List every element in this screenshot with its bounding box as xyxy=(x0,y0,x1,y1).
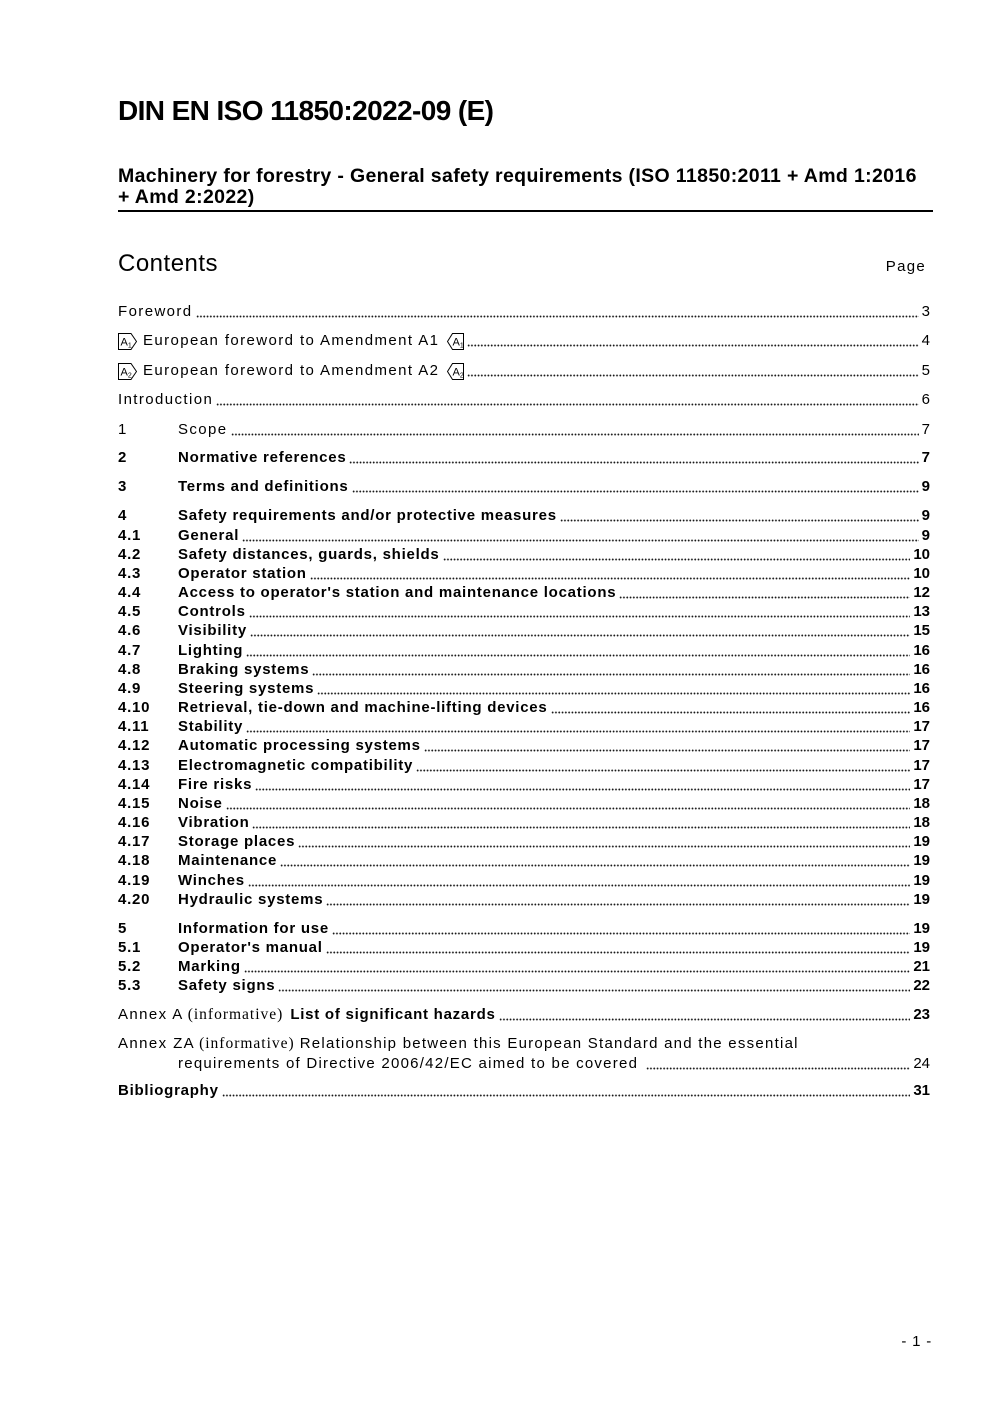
toc-entry-number: 4.19 xyxy=(118,872,151,889)
dot-leader xyxy=(250,634,910,637)
toc-entry-title: Automatic processing systems xyxy=(178,737,421,754)
toc-entry-page: 16 xyxy=(913,680,930,697)
toc-entry-number: 5.1 xyxy=(118,939,142,956)
toc-entry-title: Relationship between this European Standard and the essential xyxy=(299,1035,799,1052)
toc-entry-title: General xyxy=(178,527,240,544)
toc-entry-page: 18 xyxy=(913,795,930,812)
toc-entry-4-10[interactable] xyxy=(118,699,930,717)
toc-entry-number: 4.16 xyxy=(118,814,151,831)
dot-leader xyxy=(246,654,910,657)
toc-entry-title: Stability xyxy=(178,718,244,735)
toc-entry-title: Safety signs xyxy=(178,977,276,994)
toc-entry-title: Foreword xyxy=(118,303,193,320)
toc-entry-4[interactable] xyxy=(118,507,930,525)
toc-entry-title: Hydraulic systems xyxy=(178,891,324,908)
toc-entry-european-foreword-a1[interactable] xyxy=(118,332,930,350)
toc-entry-number: 4.7 xyxy=(118,642,142,659)
toc-entry-foreword[interactable] xyxy=(118,303,930,321)
toc-entry-title: European foreword to Amendment A2 xyxy=(143,362,440,379)
dot-leader xyxy=(252,826,910,829)
dot-leader xyxy=(196,315,919,318)
toc-entry-page: 10 xyxy=(913,565,930,582)
toc-entry-1[interactable] xyxy=(118,421,930,439)
toc-entry-european-foreword-a2[interactable] xyxy=(118,362,930,380)
marker-index: 2 xyxy=(460,372,465,380)
marker-index: 1 xyxy=(127,342,132,350)
toc-entry-title: Bibliography xyxy=(118,1082,219,1099)
toc-entry-page: 16 xyxy=(913,699,930,716)
toc-entry-title: Electromagnetic compatibility xyxy=(178,757,414,774)
title-rule xyxy=(118,210,933,212)
toc-entry-number: 4.8 xyxy=(118,661,142,678)
dot-leader xyxy=(255,788,910,791)
toc-entry-page: 19 xyxy=(913,833,930,850)
toc-entry-page: 16 xyxy=(913,661,930,678)
dot-leader xyxy=(298,845,910,848)
toc-entry-3[interactable] xyxy=(118,478,930,496)
toc-entry-number: 2 xyxy=(118,449,128,466)
toc-entry-title: Operator station xyxy=(178,565,307,582)
toc-entry-number: 5.2 xyxy=(118,958,142,975)
toc-entry-page: 16 xyxy=(913,642,930,659)
toc-entry-page: 23 xyxy=(913,1006,930,1023)
dot-leader xyxy=(560,519,919,522)
toc-entry-title: Winches xyxy=(178,872,245,889)
toc-entry-page: 9 xyxy=(921,478,930,495)
toc-entry-page: 19 xyxy=(913,939,930,956)
dot-leader xyxy=(424,749,911,752)
document-title: DIN EN ISO 11850:2022-09 (E) xyxy=(118,95,494,126)
toc-entry-number: 1 xyxy=(118,421,128,438)
dot-leader xyxy=(222,1094,911,1097)
toc-entry-title: Introduction xyxy=(118,391,214,408)
toc-entry-page: 19 xyxy=(913,852,930,869)
toc-entry-page: 9 xyxy=(921,527,930,544)
toc-entry-page: 17 xyxy=(913,776,930,793)
toc-entry-number: 4.3 xyxy=(118,565,142,582)
toc-entry-page: 17 xyxy=(913,757,930,774)
dot-leader xyxy=(467,374,918,377)
toc-entry-page: 10 xyxy=(913,546,930,563)
toc-entry-title: Scope xyxy=(178,421,228,438)
toc-entry-number: 4.5 xyxy=(118,603,142,620)
toc-entry-4-1[interactable] xyxy=(118,527,930,545)
document-subtitle-line: Machinery for forestry - General safety requirements (ISO 11850:2011 + Amd 1:2016 xyxy=(118,165,917,187)
toc-entry-number: 3 xyxy=(118,478,128,495)
toc-entry-page: 7 xyxy=(921,449,930,466)
toc-entry-title: List of significant hazards xyxy=(290,1006,496,1023)
toc-entry-title: Maintenance xyxy=(178,852,278,869)
toc-entry-number: 5 xyxy=(118,920,128,937)
toc-entry-4-12[interactable] xyxy=(118,737,930,755)
toc-entry-page: 24 xyxy=(913,1055,930,1072)
toc-entry-page: 15 xyxy=(913,622,930,639)
toc-entry-title: Operator's manual xyxy=(178,939,323,956)
toc-entry-4-13[interactable] xyxy=(118,757,930,775)
dot-leader xyxy=(443,558,911,561)
dot-leader xyxy=(326,903,910,906)
toc-entry-4-16[interactable] xyxy=(118,814,930,832)
marker-letter: A xyxy=(452,336,461,349)
toc-entry-number: 4.2 xyxy=(118,546,142,563)
toc-entry-title: Braking systems xyxy=(178,661,310,678)
toc-entry-page: 18 xyxy=(913,814,930,831)
toc-entry-title: Vibration xyxy=(178,814,250,831)
toc-entry-5-2[interactable] xyxy=(118,958,930,976)
dot-leader xyxy=(280,864,910,867)
dot-leader xyxy=(244,970,911,973)
marker-letter: A xyxy=(120,336,128,349)
toc-entry-4-8[interactable] xyxy=(118,661,930,679)
toc-entry-title: Retrieval, tie-down and machine-lifting devices xyxy=(178,699,548,716)
amendment-a2-start-marker-icon xyxy=(118,363,137,380)
toc-entry-page: 13 xyxy=(913,603,930,620)
amendment-a1-end-marker-icon xyxy=(447,333,464,350)
toc-entry-4-14[interactable] xyxy=(118,776,930,794)
toc-entry-page: 19 xyxy=(913,891,930,908)
toc-entry-5[interactable] xyxy=(118,920,930,938)
toc-entry-number: 4.12 xyxy=(118,737,151,754)
toc-entry-5-1[interactable] xyxy=(118,939,930,957)
toc-entry-4-4[interactable] xyxy=(118,584,930,602)
dot-leader xyxy=(312,673,910,676)
toc-entry-annex-qualifier: (informative) xyxy=(199,1035,295,1052)
toc-entry-title: Information for use xyxy=(178,920,329,937)
toc-entry-annex-qualifier: (informative) xyxy=(187,1006,284,1023)
dot-leader xyxy=(249,615,911,618)
toc-entry-number: 4.20 xyxy=(118,891,151,908)
dot-leader xyxy=(248,884,911,887)
dot-leader xyxy=(499,1018,911,1021)
toc-entry-page: 4 xyxy=(921,332,930,349)
dot-leader xyxy=(619,596,910,599)
toc-entry-page: 19 xyxy=(913,920,930,937)
toc-entry-page: 7 xyxy=(921,421,930,438)
toc-entry-page: 9 xyxy=(921,507,930,524)
marker-index: 1 xyxy=(460,342,465,350)
toc-entry-number: 4.6 xyxy=(118,622,142,639)
toc-entry-title: Fire risks xyxy=(178,776,253,793)
toc-entry-bibliography[interactable] xyxy=(118,1082,930,1100)
toc-entry-number: 4.13 xyxy=(118,757,151,774)
toc-entry-page: 17 xyxy=(913,737,930,754)
contents-heading: Contents xyxy=(118,250,219,277)
dot-leader xyxy=(226,807,911,810)
toc-entry-4-7[interactable] xyxy=(118,642,930,660)
toc-entry-4-11[interactable] xyxy=(118,718,930,736)
amendment-a1-start-marker-icon xyxy=(118,333,137,350)
toc-entry-number: 4.10 xyxy=(118,699,151,716)
marker-label xyxy=(453,367,464,380)
document-subtitle xyxy=(118,166,917,208)
toc-entry-4-18[interactable] xyxy=(118,852,930,870)
dot-leader xyxy=(242,539,919,542)
dot-leader xyxy=(326,951,911,954)
toc-entry-annex-za-continuation[interactable] xyxy=(118,1055,930,1073)
toc-entry-page: 12 xyxy=(913,584,930,601)
document-subtitle-line: + Amd 2:2022) xyxy=(118,186,255,208)
dot-leader xyxy=(246,730,910,733)
toc-entry-4-5[interactable] xyxy=(118,603,930,621)
toc-entry-page: 31 xyxy=(913,1082,930,1099)
marker-label xyxy=(121,367,132,380)
toc-entry-annex-za[interactable] xyxy=(118,1035,930,1053)
toc-entry-annex-label: Annex A xyxy=(118,1006,184,1023)
toc-entry-annex-label: Annex ZA xyxy=(118,1035,196,1052)
toc-entry-2[interactable] xyxy=(118,449,930,467)
toc-entry-title: Controls xyxy=(178,603,246,620)
dot-leader xyxy=(216,403,918,406)
toc-entry-number: 4.17 xyxy=(118,833,151,850)
toc-entry-number: 4.4 xyxy=(118,584,142,601)
dot-leader xyxy=(467,344,918,347)
marker-index: 2 xyxy=(127,372,132,380)
toc-entry-4-2[interactable] xyxy=(118,546,930,564)
toc-entry-introduction[interactable] xyxy=(118,391,930,409)
toc-entry-number: 4.1 xyxy=(118,527,142,544)
toc-entry-page: 21 xyxy=(913,958,930,975)
toc-entry-page: 22 xyxy=(913,977,930,994)
toc-entry-title: Storage places xyxy=(178,833,296,850)
toc-entry-page: 6 xyxy=(921,391,930,408)
toc-entry-4-3[interactable] xyxy=(118,565,930,583)
toc-entry-title-continuation: requirements of Directive 2006/42/EC aimed to be covered xyxy=(178,1055,639,1072)
toc-entry-page: 3 xyxy=(921,303,930,320)
toc-entry-title: Normative references xyxy=(178,449,347,466)
toc-entry-number: 4.14 xyxy=(118,776,151,793)
toc-entry-title: Terms and definitions xyxy=(178,478,349,495)
dot-leader xyxy=(231,433,919,436)
toc-entry-number: 4 xyxy=(118,507,128,524)
dot-leader xyxy=(551,711,911,714)
toc-entry-title: Safety distances, guards, shields xyxy=(178,546,440,563)
toc-entry-page: 5 xyxy=(921,362,930,379)
dot-leader xyxy=(332,932,910,935)
toc-entry-4-15[interactable] xyxy=(118,795,930,813)
toc-entry-number: 4.15 xyxy=(118,795,151,812)
page-number-footer: - 1 - xyxy=(901,1333,932,1350)
toc-entry-title: Marking xyxy=(178,958,241,975)
toc-entry-annex-a[interactable] xyxy=(118,1006,930,1024)
toc-entry-title: European foreword to Amendment A1 xyxy=(143,332,440,349)
toc-entry-number: 5.3 xyxy=(118,977,142,994)
toc-entry-title: Visibility xyxy=(178,622,247,639)
toc-entry-number: 4.11 xyxy=(118,718,150,735)
toc-entry-4-6[interactable] xyxy=(118,622,930,640)
dot-leader xyxy=(317,692,910,695)
dot-leader xyxy=(352,490,919,493)
dot-leader xyxy=(416,769,910,772)
toc-entry-page: 17 xyxy=(913,718,930,735)
marker-letter: A xyxy=(452,366,461,379)
marker-label xyxy=(453,337,464,350)
toc-entry-title: Safety requirements and/or protective measures xyxy=(178,507,557,524)
dot-leader xyxy=(349,461,918,464)
toc-entry-number: 4.9 xyxy=(118,680,142,697)
toc-entry-5-3[interactable] xyxy=(118,977,930,995)
marker-label xyxy=(121,337,132,350)
toc-entry-page: 19 xyxy=(913,872,930,889)
page-column-label: Page xyxy=(885,258,926,275)
amendment-a2-end-marker-icon xyxy=(447,363,464,380)
toc-entry-title: Steering systems xyxy=(178,680,315,697)
dot-leader xyxy=(310,577,911,580)
toc-entry-title: Lighting xyxy=(178,642,244,659)
toc-entry-number: 4.18 xyxy=(118,852,151,869)
toc-entry-4-9[interactable] xyxy=(118,680,930,698)
marker-letter: A xyxy=(120,366,128,379)
toc-entry-4-19[interactable] xyxy=(118,872,930,890)
toc-entry-4-20[interactable] xyxy=(118,891,930,909)
toc-entry-title: Access to operator's station and maintenance locations xyxy=(178,584,617,601)
dot-leader xyxy=(646,1067,910,1070)
toc-entry-4-17[interactable] xyxy=(118,833,930,851)
dot-leader xyxy=(278,989,910,992)
toc-entry-title: Noise xyxy=(178,795,223,812)
